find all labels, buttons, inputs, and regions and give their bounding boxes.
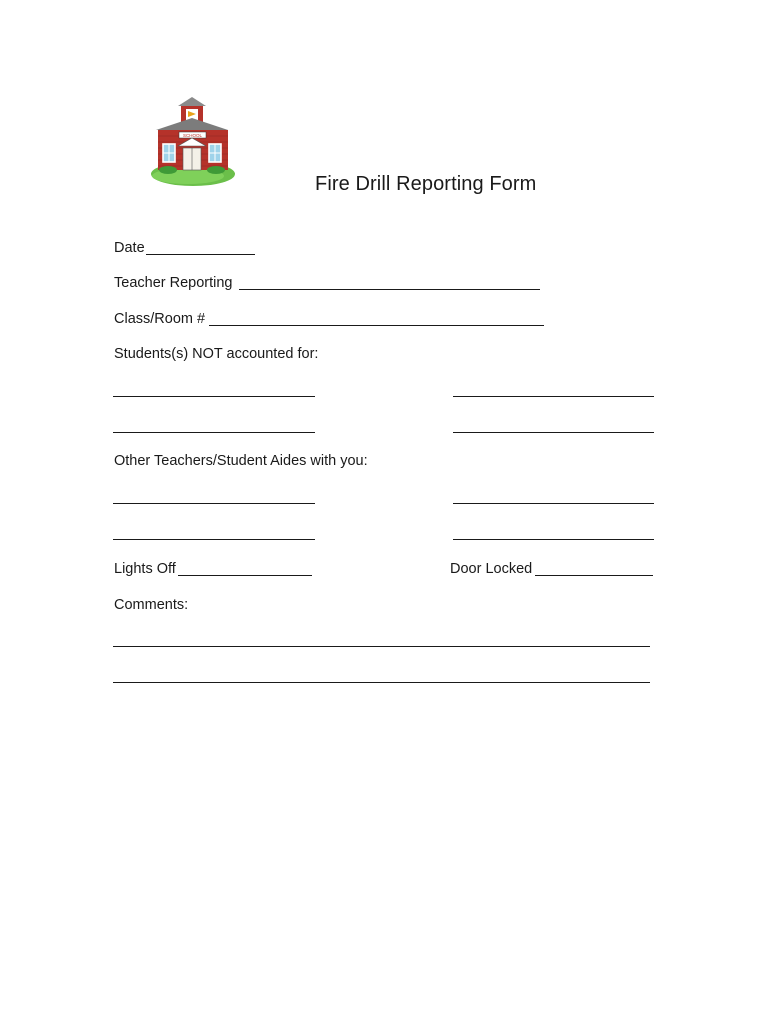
schoolhouse-sign: SCHOOL [182,132,203,138]
lights-off-label: Lights Off [114,561,176,577]
comments-line-1[interactable] [113,646,650,647]
student-field-3[interactable] [113,432,315,433]
student-field-2[interactable] [453,396,654,397]
door-locked-label: Door Locked [450,561,533,577]
students-not-accounted-label: Students(s) NOT accounted for: [114,346,319,362]
aide-field-3[interactable] [113,539,315,540]
teacher-reporting-field[interactable] [239,289,540,290]
comments-label: Comments: [114,597,189,613]
lights-off-field[interactable] [178,575,312,576]
class-room-field[interactable] [209,325,544,326]
date-field[interactable] [146,254,255,255]
schoolhouse-icon [148,94,238,190]
aide-field-4[interactable] [453,539,654,540]
aide-field-2[interactable] [453,503,654,504]
door-locked-field[interactable] [535,575,653,576]
student-field-1[interactable] [113,396,315,397]
class-room-label: Class/Room # [114,311,206,327]
teacher-reporting-label: Teacher Reporting [114,275,233,291]
aide-field-1[interactable] [113,503,315,504]
date-label: Date [114,240,145,256]
form-title: Fire Drill Reporting Form [315,173,537,195]
comments-line-2[interactable] [113,682,650,683]
other-teachers-label: Other Teachers/Student Aides with you: [114,453,368,469]
student-field-4[interactable] [453,432,654,433]
